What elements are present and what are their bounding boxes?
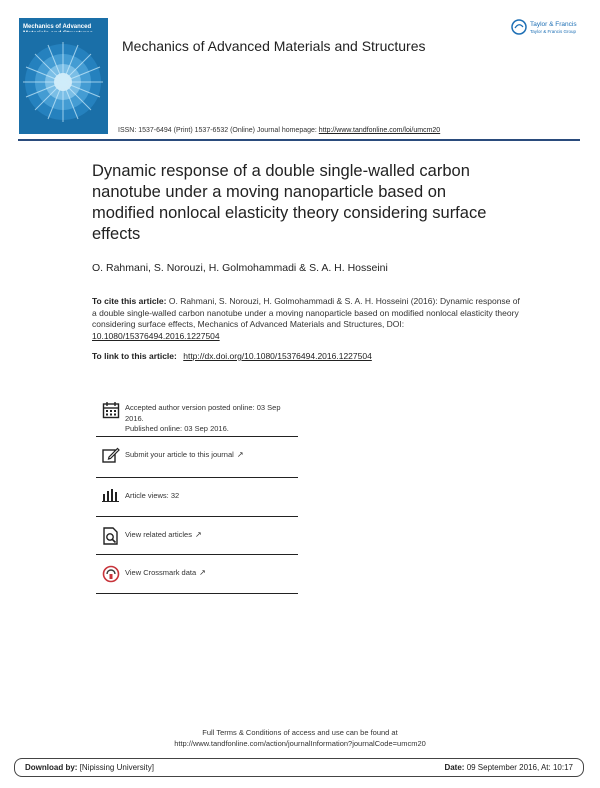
download-by-label: Download by: bbox=[25, 763, 78, 772]
cover-artwork bbox=[19, 32, 108, 134]
terms-url[interactable]: http://www.tandfonline.com/action/journalInformation?journalCode=umcm20 bbox=[174, 738, 426, 748]
issn-line bbox=[118, 127, 440, 134]
document-search-icon bbox=[101, 527, 121, 545]
publisher-logo-icon bbox=[511, 16, 587, 38]
publisher-logo-line2: Taylor & Francis Group bbox=[530, 29, 577, 34]
journal-homepage-link[interactable]: http://www.tandfonline.com/loi/umcm20 bbox=[318, 127, 441, 134]
download-date bbox=[444, 763, 573, 772]
download-by-value: [Nipissing University] bbox=[79, 763, 154, 772]
download-date-label: Date: bbox=[444, 763, 465, 772]
info-row-crossmark[interactable] bbox=[96, 555, 298, 594]
bar-chart-icon bbox=[101, 488, 121, 502]
authors: O. Rahmani, S. Norouzi, H. Golmohammadi & S. A. H. Hosseini bbox=[92, 262, 388, 274]
external-link-icon: ↗ bbox=[236, 450, 244, 459]
publisher-logo-line1: Taylor & Francis bbox=[530, 21, 577, 28]
terms-line1: Full Terms & Conditions of access and use can be found at bbox=[202, 728, 398, 737]
submit-article-link[interactable]: Submit your article to this journal bbox=[125, 450, 234, 459]
article-views: Article views: 32 bbox=[125, 491, 180, 500]
related-articles-link[interactable]: View related articles bbox=[125, 530, 192, 539]
article-info-list bbox=[96, 396, 298, 594]
header-divider bbox=[18, 139, 580, 141]
citation bbox=[92, 296, 522, 342]
journal-title: Mechanics of Advanced Materials and Structures bbox=[122, 38, 426, 54]
terms-notice bbox=[0, 728, 600, 749]
crossmark-data-link[interactable]: View Crossmark data bbox=[125, 568, 197, 577]
published-date: Published online: 03 Sep 2016. bbox=[125, 424, 229, 433]
article-link-line bbox=[92, 351, 372, 361]
citation-text: O. Rahmani, S. Norouzi, H. Golmohammadi & S. A. H. Hosseini (2016): Dynamic response of a double single-walled carbon nanotube under a moving nanoparticle based on modified nonlocal elasticity theory considering surface effects, Mechanics of Advanced Materials and Structures, DOI: bbox=[92, 296, 520, 329]
info-row-dates bbox=[96, 396, 298, 437]
download-date-value: 09 September 2016, At: 10:17 bbox=[466, 763, 573, 772]
publisher-logo[interactable] bbox=[511, 16, 587, 38]
download-by bbox=[25, 763, 154, 772]
calendar-icon bbox=[101, 401, 121, 419]
citation-doi-link[interactable]: 10.1080/15376494.2016.1227504 bbox=[92, 330, 220, 341]
external-link-icon: ↗ bbox=[194, 530, 202, 539]
accepted-date: Accepted author version posted online: 03 Sep 2016. bbox=[125, 403, 281, 423]
external-link-icon: ↗ bbox=[199, 568, 206, 577]
download-info-bar bbox=[14, 758, 584, 777]
cover-title: Mechanics of Advanced bbox=[23, 24, 92, 30]
crossmark-icon bbox=[101, 565, 121, 583]
citation-label: To cite this article: bbox=[92, 296, 167, 306]
info-row-views bbox=[96, 478, 298, 517]
article-title: Dynamic response of a double single-walled carbon nanotube under a moving nanoparticle based on modified nonlocal elasticity theory considering surface effects bbox=[92, 162, 487, 243]
article-doi-url[interactable]: http://dx.doi.org/10.1080/15376494.2016.1227504 bbox=[183, 351, 372, 361]
issn-label: ISSN: 1537-6494 (Print) 1537-6532 (Online) Journal homepage: bbox=[118, 127, 317, 134]
edit-icon bbox=[101, 447, 121, 463]
journal-cover[interactable] bbox=[19, 18, 108, 134]
info-row-submit[interactable] bbox=[96, 437, 298, 478]
info-row-related[interactable] bbox=[96, 517, 298, 555]
article-link-label: To link to this article: bbox=[92, 351, 177, 361]
